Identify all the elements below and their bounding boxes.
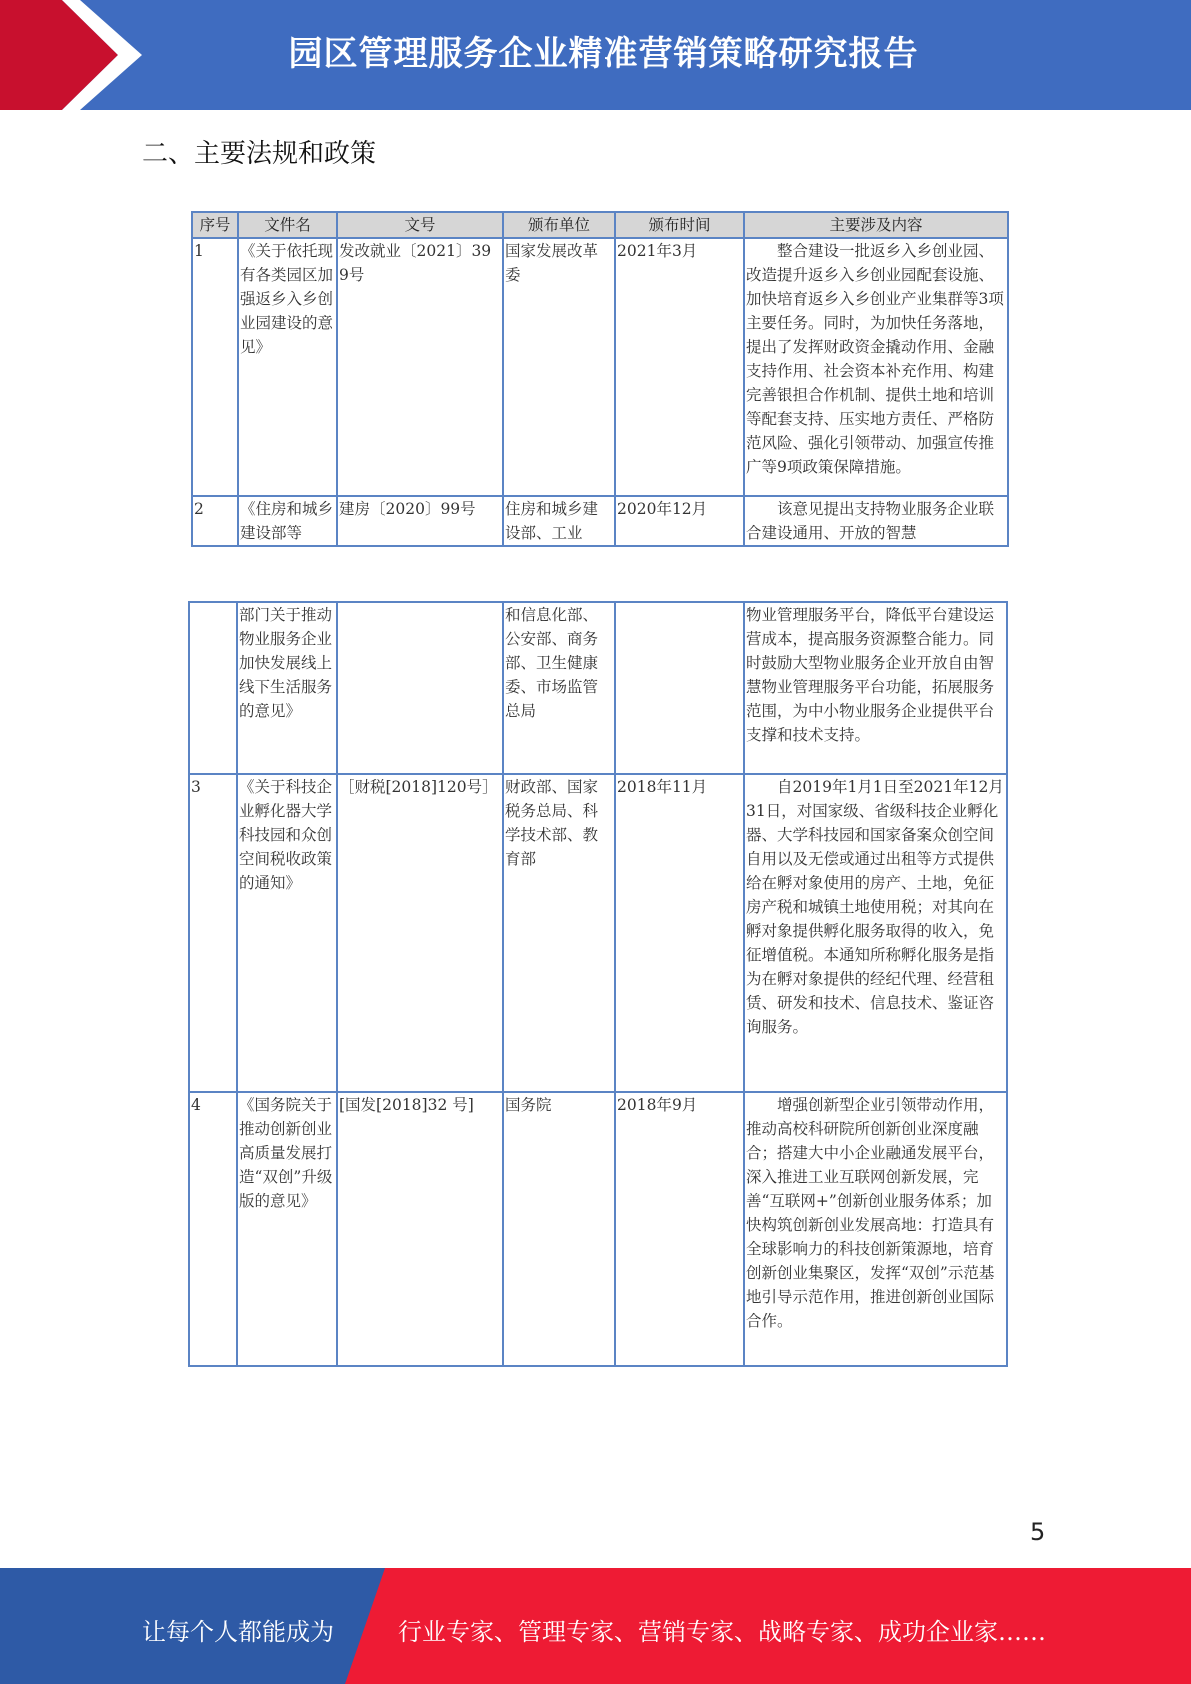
cell-date: 2018年9月	[615, 1092, 744, 1366]
policy-table-part-2	[188, 601, 1008, 1367]
table-row	[192, 496, 1008, 546]
header-banner	[0, 0, 1191, 110]
cell-doc-no: ［财税[2018]120号］	[337, 774, 503, 1092]
cell-issuer: 住房和城乡建设部、工业	[503, 496, 615, 546]
cell-content: 增强创新型企业引领带动作用，推动高校科研院所创新创业深度融合；搭建大中小企业融通发展平台，深入推进工业互联网创新发展，完善“互联网+”创新创业服务体系；加快构筑创新创业发展高地：打造具有全球影响力的科技创新策源地，培育创新创业集聚区，发挥“双创”示范基地引导示范作用，推进创新创业国际合作。	[744, 1092, 1007, 1366]
cell-file-name: 《国务院关于推动创新创业高质量发展打造“双创”升级版的意见》	[237, 1092, 337, 1366]
table-header-row	[192, 212, 1008, 238]
cell-issuer: 国务院	[503, 1092, 615, 1366]
footer-banner	[0, 1568, 1191, 1684]
column-header: 颁布时间	[615, 212, 744, 238]
cell-date: 2020年12月	[615, 496, 744, 546]
column-header: 文件名	[238, 212, 337, 238]
cell-date: 2021年3月	[615, 238, 744, 496]
cell-doc-no: 建房〔2020〕99号	[337, 496, 503, 546]
cell-no	[189, 602, 237, 774]
cell-no: 2	[192, 496, 238, 546]
footer-slogan-right: 行业专家、管理专家、营销专家、战略专家、成功企业家……	[398, 1618, 1046, 1646]
cell-file-name: 《关于依托现有各类园区加强返乡入乡创业园建设的意见》	[238, 238, 337, 496]
page-number: 5	[1030, 1518, 1046, 1546]
cell-content: 物业管理服务平台，降低平台建设运营成本，提高服务资源整合能力。同时鼓励大型物业服务企业开放自由智慧物业管理服务平台功能，拓展服务范围，为中小物业服务企业提供平台支撑和技术支持。	[744, 602, 1007, 774]
policy-table-part-1	[191, 211, 1009, 547]
cell-doc-no: [国发[2018]32 号]	[337, 1092, 503, 1366]
cell-no: 1	[192, 238, 238, 496]
cell-issuer: 和信息化部、公安部、商务部、卫生健康委、市场监管总局	[503, 602, 615, 774]
table-row	[192, 238, 1008, 496]
column-header: 颁布单位	[503, 212, 615, 238]
cell-issuer: 财政部、国家税务总局、科学技术部、教育部	[503, 774, 615, 1092]
cell-doc-no	[337, 602, 503, 774]
table-row	[189, 1092, 1007, 1366]
cell-no: 4	[189, 1092, 237, 1366]
table-row	[189, 774, 1007, 1092]
cell-date: 2018年11月	[615, 774, 744, 1092]
cell-content: 自2019年1月1日至2021年12月31日，对国家级、省级科技企业孵化器、大学科技园和国家备案众创空间自用以及无偿或通过出租等方式提供给在孵对象使用的房产、土地，免征房产税和城镇土地使用税；对其向在孵对象提供孵化服务取得的收入，免征增值税。本通知所称孵化服务是指为在孵对象提供的经纪代理、经营租赁、研发和技术、信息技术、鉴证咨询服务。	[744, 774, 1007, 1092]
footer-slogan-left: 让每个人都能成为	[142, 1618, 334, 1646]
column-header: 主要涉及内容	[744, 212, 1008, 238]
column-header: 序号	[192, 212, 238, 238]
report-title: 园区管理服务企业精准营销策略研究报告	[288, 34, 919, 74]
cell-date	[615, 602, 744, 774]
cell-file-name: 部门关于推动物业服务企业加快发展线上线下生活服务的意见》	[237, 602, 337, 774]
cell-issuer: 国家发展改革委	[503, 238, 615, 496]
table-row	[189, 602, 1007, 774]
cell-doc-no: 发改就业〔2021〕399号	[337, 238, 503, 496]
section-heading: 二、主要法规和政策	[142, 139, 377, 169]
column-header: 文号	[337, 212, 503, 238]
cell-content: 整合建设一批返乡入乡创业园、改造提升返乡入乡创业园配套设施、加快培育返乡入乡创业产业集群等3项主要任务。同时，为加快任务落地，提出了发挥财政资金撬动作用、金融支持作用、社会资本补充作用、构建完善银担合作机制、提供土地和培训等配套支持、压实地方责任、严格防范风险、强化引领带动、加强宣传推广等9项政策保障措施。	[744, 238, 1008, 496]
cell-file-name: 《关于科技企业孵化器大学科技园和众创空间税收政策的通知》	[237, 774, 337, 1092]
cell-file-name: 《住房和城乡建设部等	[238, 496, 337, 546]
cell-no: 3	[189, 774, 237, 1092]
cell-content: 该意见提出支持物业服务企业联合建设通用、开放的智慧	[744, 496, 1008, 546]
